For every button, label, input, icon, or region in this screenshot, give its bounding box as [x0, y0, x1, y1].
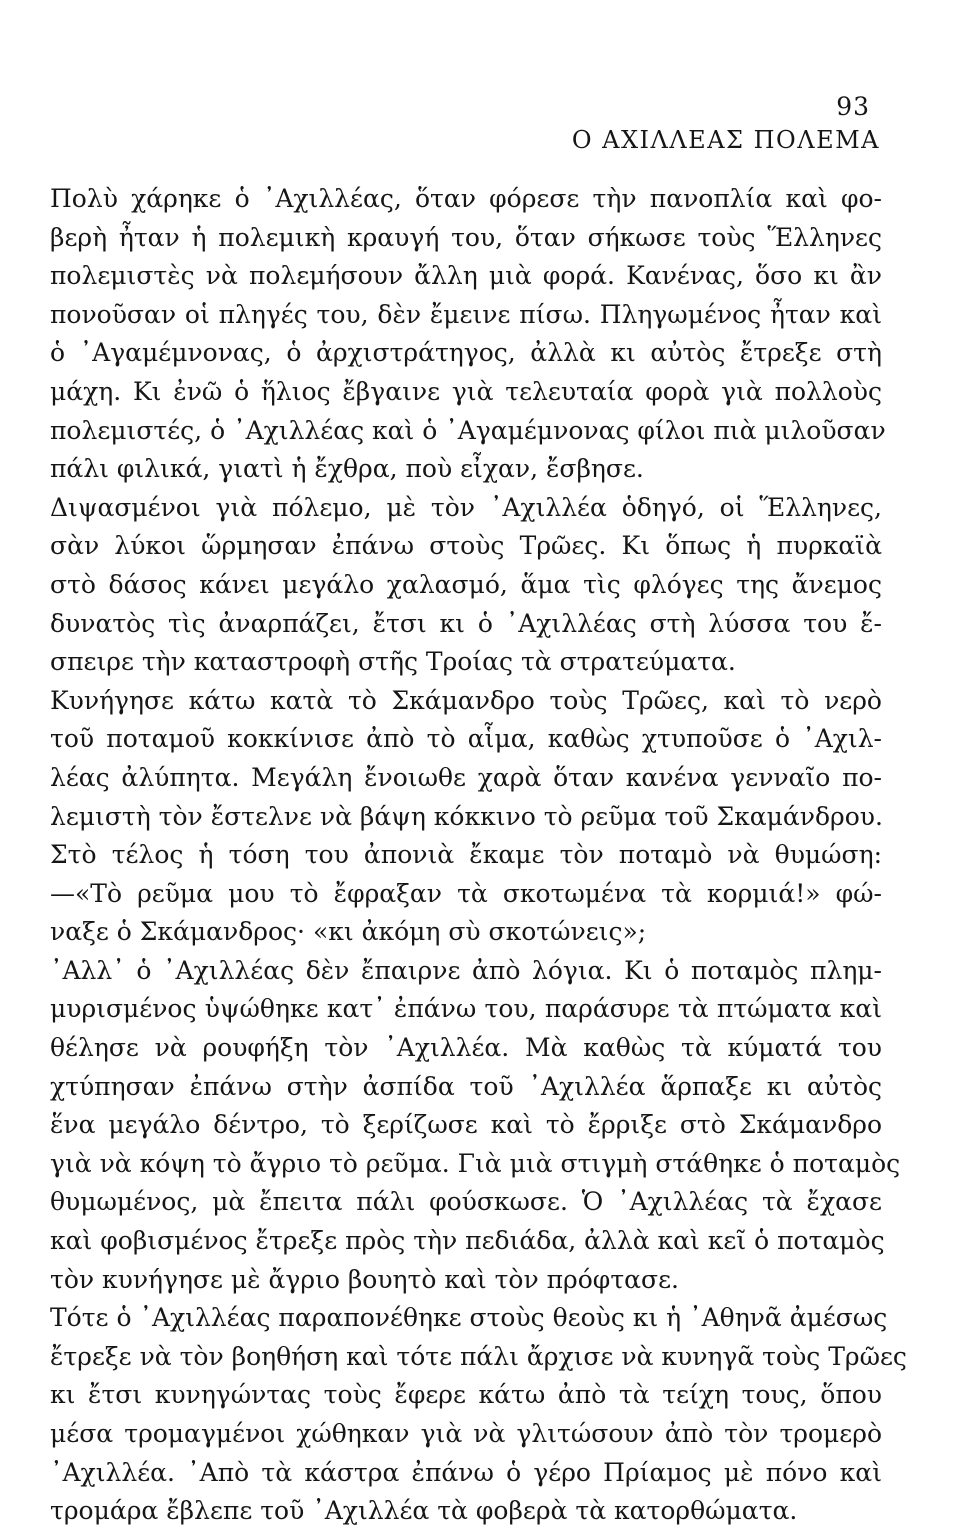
text-line: Διψασμένοι γιὰ πόλεμο, μὲ τὸν ᾿Αχιλλέα ὁδηγό, οἱ Ἕλληνες,	[50, 492, 882, 522]
text-line: ναξε ὁ Σκάμανδρος· «κι ἀκόμη σὺ σκοτώνεις»;	[50, 917, 647, 947]
text-line: τρομάρα ἔβλεπε τοῦ ᾿Αχιλλέα τὰ φοβερὰ τὰ κατορθώματα.	[50, 1496, 798, 1526]
text-line: πάλι φιλικά, γιατὶ ἡ ἔχθρα, ποὺ εἶχαν, ἔσβησε.	[50, 454, 644, 484]
text-line: μυρισμένος ὑψώθηκε κατ᾿ ἐπάνω του, παράσυρε τὰ πτώματα καὶ	[50, 994, 882, 1024]
text-line: ὁ ᾿Αγαμέμνονας, ὁ ἀρχιστράτηγος, ἀλλὰ κι αὐτὸς ἔτρεξε στὴ	[50, 338, 882, 368]
text-line: δυνατὸς τὶς ἀναρπάζει, ἔτσι κι ὁ ᾿Αχιλλέας στὴ λύσσα του ἔ-	[50, 608, 882, 638]
text-line: πονοῦσαν οἱ πληγές του, δὲν ἔμεινε πίσω. Πληγωμένος ἦταν καὶ	[50, 299, 882, 329]
text-line: κι ἔτσι κυνηγώντας τοὺς ἔφερε κάτω ἀπὸ τὰ τείχη τους, ὅπου	[50, 1380, 882, 1410]
text-line: ᾿Αχιλλέα. ᾿Απὸ τὰ κάστρα ἐπάνω ὁ γέρο Πρίαμος μὲ πόνο καὶ	[50, 1457, 882, 1487]
text-line: γιὰ νὰ κόψη τὸ ἄγριο τὸ ρεῦμα. Γιὰ μιὰ στιγμὴ στάθηκε ὁ ποταμὸς	[50, 1148, 901, 1178]
text-line: θυμωμένος, μὰ ἔπειτα πάλι φούσκωσε. Ὁ ᾿Αχιλλέας τὰ ἔχασε	[50, 1187, 882, 1217]
text-line: Στὸ τέλος ἡ τόση του ἀπονιὰ ἔκαμε τὸν ποταμὸ νὰ θυμώση:	[50, 840, 882, 870]
text-line: στὸ δάσος κάνει μεγάλο χαλασμό, ἅμα τὶς φλόγες της ἄνεμος	[50, 569, 882, 599]
text-line: βερὴ ἦταν ἡ πολεμικὴ κραυγή του, ὅταν σήκωσε τοὺς Ἕλληνες	[50, 222, 882, 252]
body-text	[50, 180, 907, 1531]
text-line: ἕνα μεγάλο δέντρο, τὸ ξερίζωσε καὶ τὸ ἔρριξε στὸ Σκάμανδρο	[50, 1110, 882, 1140]
text-line: Πολὺ χάρηκε ὁ ᾿Αχιλλέας, ὅταν φόρεσε τὴν πανοπλία καὶ φο-	[50, 184, 882, 213]
text-line: χτύπησαν ἐπάνω στὴν ἀσπίδα τοῦ ᾿Αχιλλέα ἅρπαξε κι αὐτὸς	[50, 1071, 882, 1101]
text-line: Κυνήγησε κάτω κατὰ τὸ Σκάμανδρο τοὺς Τρῶες, καὶ τὸ νερὸ	[50, 685, 882, 715]
text-line: θέλησε νὰ ρουφήξη τὸν ᾿Αχιλλέα. Μὰ καθὼς τὰ κύματά του	[50, 1033, 882, 1063]
text-line: τὸν κυνήγησε μὲ ἄγριο βουητὸ καὶ τὸν πρόφτασε.	[50, 1264, 679, 1294]
text-line: πολεμιστὲς νὰ πολεμήσουν ἄλλη μιὰ φορά. Κανένας, ὅσο κι ἂν	[50, 261, 882, 291]
text-line: πολεμιστές, ὁ ᾿Αχιλλέας καὶ ὁ ᾿Αγαμέμνονας φίλοι πιὰ μιλοῦσαν	[50, 415, 886, 445]
text-line: —«Τὸ ρεῦμα μου τὸ ἔφραξαν τὰ σκοτωμένα τὰ κορμιά!» φώ-	[50, 878, 882, 908]
text-line: μάχη. Κι ἐνῶ ὁ ἥλιος ἔβγαινε γιὰ τελευταία φορὰ γιὰ πολλοὺς	[50, 376, 882, 406]
text-line: μέσα τρομαγμένοι χώθηκαν γιὰ νὰ γλιτώσουν ἀπὸ τὸν τρομερὸ	[50, 1419, 882, 1448]
text-line: τοῦ ποταμοῦ κοκκίνισε ἀπὸ τὸ αἷμα, καθὼς χτυποῦσε ὁ ᾿Αχιλ-	[50, 724, 882, 754]
text-line: λεμιστὴ τὸν ἔστελνε νὰ βάψη κόκκινο τὸ ρεῦμα τοῦ Σκαμάνδρου.	[50, 801, 883, 831]
text-line: σὰν λύκοι ὥρμησαν ἐπάνω στοὺς Τρῶες. Κι ὅπως ἡ πυρκαϊὰ	[50, 531, 882, 561]
text-line: ἔτρεξε νὰ τὸν βοηθήση καὶ τότε πάλι ἄρχισε νὰ κυνηγᾶ τοὺς Τρῶες	[50, 1341, 907, 1371]
text-line: σπειρε τὴν καταστροφὴ στῆς Τροίας τὰ στρατεύματα.	[50, 647, 736, 677]
text-line: ᾿Αλλ᾿ ὁ ᾿Αχιλλέας δὲν ἔπαιρνε ἀπὸ λόγια. Κι ὁ ποταμὸς πλημ-	[50, 955, 882, 985]
text-line: καὶ φοβισμένος ἔτρεξε πρὸς τὴν πεδιάδα, ἀλλὰ καὶ κεῖ ὁ ποταμὸς	[50, 1226, 885, 1256]
text-line: λέας ἀλύπητα. Μεγάλη ἔνοιωθε χαρὰ ὅταν κανένα γενναῖο πο-	[50, 762, 882, 792]
page-number: 93	[836, 92, 870, 121]
running-head-title: Ο ΑΧΙΛΛΕΑΣ ΠΟΛΕΜΑ	[571, 126, 880, 154]
text-line: Τότε ὁ ᾿Αχιλλέας παραπονέθηκε στοὺς θεοὺς κι ἡ ᾿Αθηνᾶ ἀμέσως	[50, 1303, 888, 1333]
